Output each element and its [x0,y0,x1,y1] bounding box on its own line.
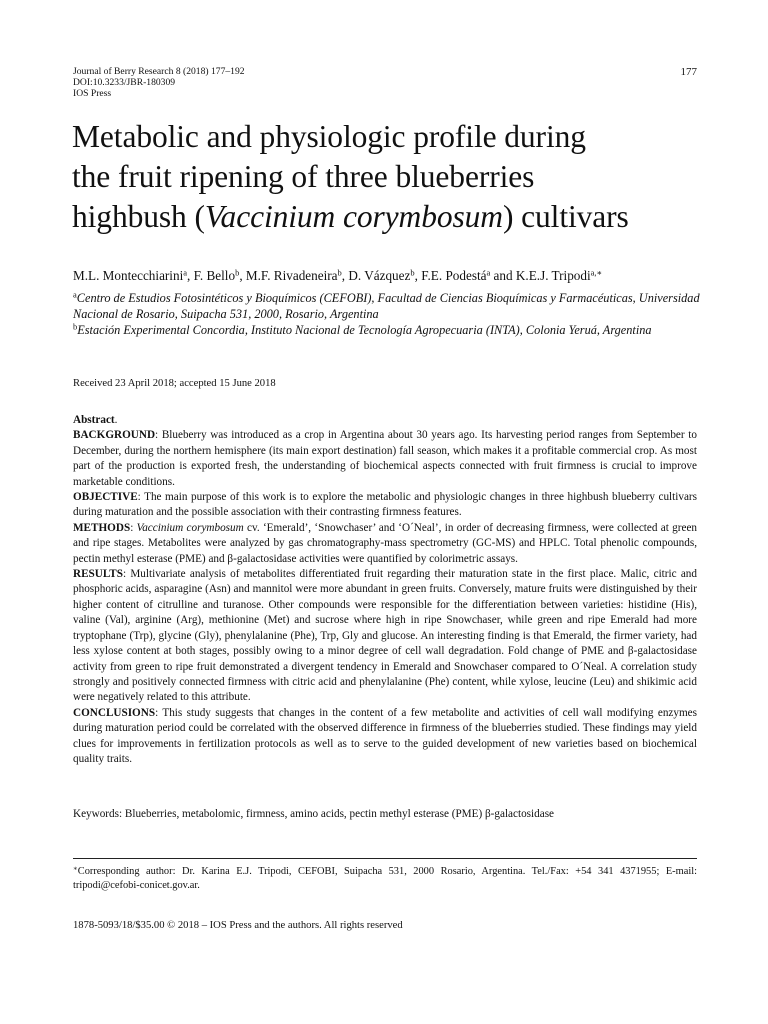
abstract-objective: OBJECTIVE: The main purpose of this work is to explore the metabolic and physiologic changes in three highbush blueberry cultivars during maturation and the possible association with their contrasting firmness features. [73,491,697,519]
journal-citation: Journal of Berry Research 8 (2018) 177–192 [73,66,245,77]
abstract-background: BACKGROUND: Blueberry was introduced as a crop in Argentina about 30 years ago. Its harvesting period ranges from September to December, during the northern hemisphere (its main export destination) fall season, which makes it a profitable commercial crop. As most part of the production is exported fresh, the understanding of biochemical aspects connected with fruit firmness is crucial to improve marketable conditions. [73,429,697,488]
received-dates: Received 23 April 2018; accepted 15 June 2018 [73,378,276,389]
footnote-mark: ∗ [73,864,78,873]
author-name: K.E.J. Tripodi [515,268,591,283]
author-separator: , [239,268,246,283]
publisher: IOS Press [73,87,112,99]
section-label: OBJECTIVE [73,491,138,504]
affiliation-text: Centro de Estudios Fotosintéticos y Bioquímicos (CEFOBI), Facultad de Ciencias Bioquímicas y Farmacéuticas, Universidad Nacional de Rosario, Suipacha 531, 2000, Rosario, Argentina [73,291,700,321]
author-separator: and [490,268,516,283]
abstract-results: RESULTS: Multivariate analysis of metabolites differentiated fruit regarding their maturation state in the first place. Malic, citric and phosphoric acids, asparagine (Asn) and mannitol were more abundant in green fruits. Conversely, mature fruits were distinguished by their higher content of citrulline and turanose. Other compounds were responsible for the differentiation between varieties: histidine (His), valine (Val), arginine (Arg), methionine (Met) and sucrose where high in ripe Snowchaser, while green and ripe Emerald had more tryptophane (Trp), glycine (Gly), phenylalanine (Phe), Trp, Gly and glucose. An interesting finding is that Emerald, the firmer variety, had less xylose content at both stages, possibly owing to a minor degree of cell wall degradation. Fold change of PME and β-galactosidase activity from green to ripe fruit demonstrated a divergent tendency in Emerald and Snowchaser compared to O´Neal. A correlation study strongly and positively connected firmness with citric acid and phenylalanine (Phe) content, while xylose, leucine (Leu) and shikimic acid were negatively related to this attribute. [73,568,697,704]
doi: DOI:10.3233/JBR-180309 [73,76,176,88]
author-list [73,268,713,284]
affiliation-a [73,290,703,322]
author-affil-mark: a [183,267,188,278]
title-species: Vaccinium corymbosum [204,199,503,234]
author-affil-mark: a,∗ [590,267,603,278]
page-number: 177 [680,66,697,78]
affiliation-mark: b [73,321,78,332]
author-name: F.E. Podestá [421,268,487,283]
footnote-rule [73,858,697,859]
abstract-heading: Abstract. [73,414,118,426]
article-title [72,117,712,237]
title-line-3-post: ) cultivars [502,199,629,234]
corresponding-author-footnote: ∗Corresponding author: Dr. Karina E.J. Tripodi, CEFOBI, Suipacha 531, 2000 Rosario, Argentina. Tel./Fax: +54 341 4371955; E-mail: tripodi@cefobi-conicet.gov.ar. [73,864,697,891]
abstract-conclusions: CONCLUSIONS: This study suggests that changes in the content of a few metabolite and activities of cell wall modifying enzymes during maturation period could be correlated with the observed difference in firmness of the blueberries studied. These findings may yield clues for improvements in fertilization protocols as well as to serve to the guided development of new varieties based on biochemical quality traits. [73,706,697,765]
author-affil-mark: a [486,267,491,278]
affiliation-mark: a [73,289,77,300]
title-line-2: the fruit ripening of three blueberries [72,159,535,194]
author-name: F. Bello [193,268,236,283]
author-separator: , [187,268,194,283]
author-name: M.L. Montecchiarini [73,268,184,283]
author-name: M.F. Rivadeneira [245,268,338,283]
author-affil-mark: b [235,267,240,278]
journal-header [73,67,697,99]
abstract-methods: METHODS: Vaccinium corymbosum cv. ‘Emerald’, ‘Snowchaser’ and ‘O´Neal’, in order of decreasing firmness, were collected at green and ripe stages. Metabolites were analyzed by gas chromatography-mass spectrometry (GC-MS) and HPLC. Total phenolic compounds, pectin methyl esterase (PME) and β-galactosidase activities were quantified by colorimetric assays. [73,521,698,565]
section-label: RESULTS [73,568,123,581]
keywords: Keywords: Blueberries, metabolomic, firmness, amino acids, pectin methyl esterase (PME) β-galactosidase [73,808,555,820]
affiliation-b [73,322,703,338]
species-name: Vaccinium corymbosum [136,521,244,534]
affiliation-text: Estación Experimental Concordia, Instituto Nacional de Tecnología Agropecuaria (INTA), Colonia Yeruá, Argentina [77,323,652,337]
author-affil-mark: b [410,267,415,278]
section-label: METHODS [73,521,131,534]
copyright-line: 1878-5093/18/$35.00 © 2018 – IOS Press and the authors. All rights reserved [73,920,403,931]
author-separator: , [341,268,349,283]
author-separator: , [414,268,422,283]
author-affil-mark: b [337,267,342,278]
title-line-1: Metabolic and physiologic profile during [72,119,586,154]
title-line-3-pre: highbush ( [72,199,205,234]
abstract [73,413,697,767]
section-label: BACKGROUND [73,429,156,442]
author-name: D. Vázquez [348,268,411,283]
section-label: CONCLUSIONS [73,706,156,719]
